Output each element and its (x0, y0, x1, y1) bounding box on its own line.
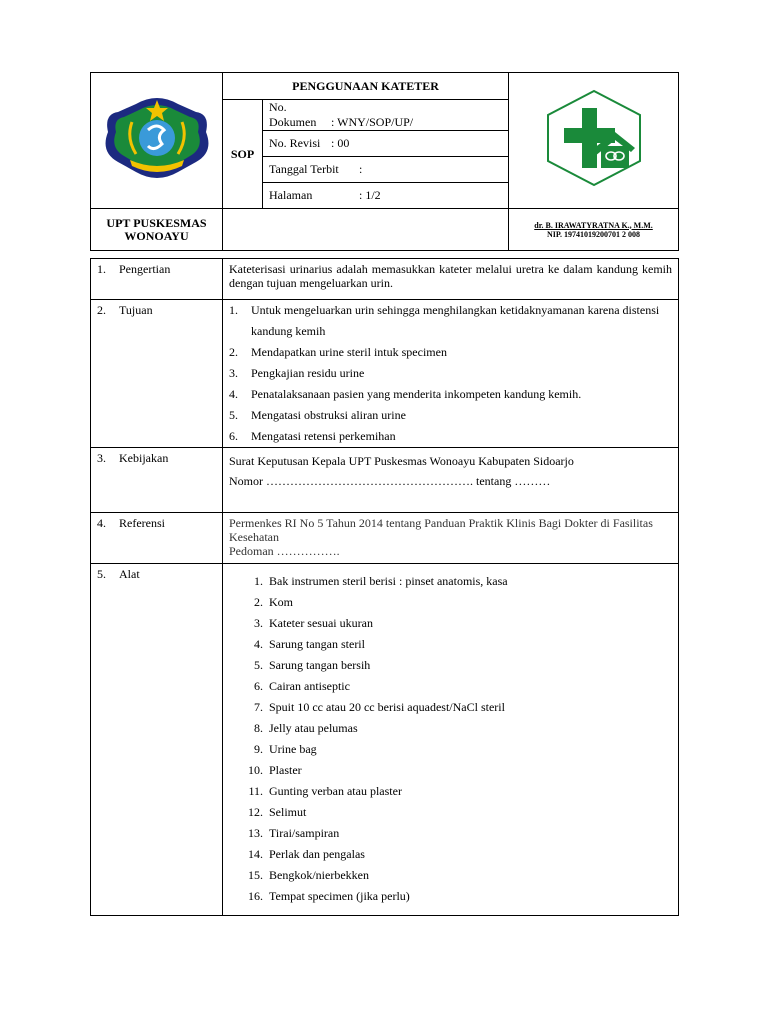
meta-halaman (263, 183, 509, 209)
list-text: Untuk mengeluarkan urin sehingga menghilangkan ketidaknyamanan karena distensi kandung kemih (251, 303, 660, 338)
list-text: Sarung tangan bersih (269, 658, 371, 672)
header-table (90, 72, 679, 251)
meta-value: : (359, 162, 363, 176)
list-text: Spuit 10 cc atau 20 cc berisi aquadest/NaCl steril (269, 700, 505, 714)
alat-item (229, 865, 672, 886)
meta-label: Halaman (269, 188, 313, 202)
label-tujuan (91, 300, 223, 448)
list-text: Gunting verban atau plaster (269, 784, 402, 798)
list-text: Pengkajian residu urine (251, 366, 365, 380)
alat-cell (223, 564, 679, 916)
alat-item (229, 823, 672, 844)
list-number: 2. (229, 345, 238, 359)
pengertian-text: Kateterisasi urinarius adalah memasukkan kateter melalui uretra ke dalam kandung kemih dengan tujuan mengeluarkan urin. (223, 259, 679, 300)
list-text: Cairan antiseptic (269, 679, 350, 693)
alat-item (229, 676, 672, 697)
tujuan-item (229, 363, 672, 384)
label-referensi (91, 513, 223, 564)
puskesmas-emblem-icon (539, 88, 649, 188)
meta-value: : 00 (331, 136, 350, 150)
list-text: Urine bag (269, 742, 317, 756)
kebijakan-line-1: Surat Keputusan Kepala UPT Puskesmas Wonoayu Kabupaten Sidoarjo (229, 454, 574, 468)
list-text: Tempat specimen (jika perlu) (269, 889, 410, 903)
alat-item (229, 886, 672, 907)
referensi-cell (223, 513, 679, 564)
tujuan-item (229, 384, 672, 405)
alat-item (229, 844, 672, 865)
list-text: Mengatasi retensi perkemihan (251, 429, 396, 443)
alat-item (229, 718, 672, 739)
alat-item (229, 571, 672, 592)
meta-value: : WNY/SOP/UP/ (331, 115, 414, 129)
tujuan-item (229, 405, 672, 426)
document-title: PENGGUNAAN KATETER (223, 73, 509, 100)
row-label: Referensi (119, 516, 165, 530)
tujuan-cell (223, 300, 679, 448)
sop-label: SOP (223, 100, 263, 209)
list-number: 11. (248, 784, 263, 798)
org-line-2: WONOAYU (124, 228, 189, 243)
kebijakan-line-2: Nomor ……………………………………………. tentang ……… (229, 474, 551, 488)
alat-item (229, 634, 672, 655)
list-number: 14. (248, 847, 263, 861)
meta-label: No. Revisi (269, 136, 321, 150)
list-number: 8. (254, 721, 263, 735)
row-referensi (91, 513, 679, 564)
row-number: 4. (97, 516, 106, 530)
tujuan-list (229, 300, 672, 447)
list-number: 6. (229, 429, 238, 443)
alat-item (229, 739, 672, 760)
alat-item (229, 697, 672, 718)
list-number: 2. (254, 595, 263, 609)
list-number: 7. (254, 700, 263, 714)
row-number: 3. (97, 451, 106, 465)
signature-block (509, 209, 679, 251)
row-label: Tujuan (119, 303, 153, 317)
list-text: Mengatasi obstruksi aliran urine (251, 408, 406, 422)
list-number: 3. (229, 366, 238, 380)
meta-no-dokumen (263, 100, 509, 131)
list-number: 13. (248, 826, 263, 840)
row-alat (91, 564, 679, 916)
row-number: 1. (97, 262, 106, 276)
list-text: Selimut (269, 805, 307, 819)
signer-name: dr. B. IRAWATYRATNA K., M.M. (534, 220, 653, 230)
list-number: 15. (248, 868, 263, 882)
tujuan-item (229, 342, 672, 363)
list-text: Sarung tangan steril (269, 637, 365, 651)
label-kebijakan (91, 448, 223, 513)
list-text: Bak instrumen steril berisi : pinset anatomis, kasa (269, 574, 508, 588)
meta-label: Tanggal Terbit (269, 162, 339, 176)
kebijakan-cell (223, 448, 679, 513)
row-label: Kebijakan (119, 451, 169, 465)
list-text: Penatalaksanaan pasien yang menderita inkompeten kandung kemih. (251, 387, 582, 401)
row-number: 5. (97, 567, 106, 581)
meta-label: No. Dokumen (269, 100, 317, 129)
row-number: 2. (97, 303, 106, 317)
list-number: 10. (248, 763, 263, 777)
list-number: 6. (254, 679, 263, 693)
list-number: 12. (248, 805, 263, 819)
label-pengertian (91, 259, 223, 300)
list-number: 3. (254, 616, 263, 630)
list-number: 16. (248, 889, 263, 903)
label-alat (91, 564, 223, 916)
list-text: Bengkok/nierbekken (269, 868, 369, 882)
blank-cell (223, 209, 509, 251)
list-text: Kateter sesuai ukuran (269, 616, 373, 630)
alat-item (229, 613, 672, 634)
puskesmas-logo-cell (509, 73, 679, 209)
meta-value: : 1/2 (359, 188, 381, 202)
row-pengertian (91, 259, 679, 300)
list-number: 9. (254, 742, 263, 756)
org-line-1: UPT PUSKESMAS (106, 215, 207, 230)
meta-no-revisi (263, 131, 509, 157)
meta-tanggal-terbit (263, 157, 509, 183)
list-number: 1. (229, 303, 238, 317)
list-text: Tirai/sampiran (269, 826, 340, 840)
alat-item (229, 802, 672, 823)
list-number: 5. (254, 658, 263, 672)
row-label: Pengertian (119, 262, 171, 276)
alat-item (229, 592, 672, 613)
row-label: Alat (119, 567, 140, 581)
row-kebijakan (91, 448, 679, 513)
list-text: Jelly atau pelumas (269, 721, 358, 735)
referensi-line-2: Pedoman ……………. (229, 544, 340, 558)
alat-list (229, 571, 672, 907)
alat-item (229, 655, 672, 676)
row-tujuan (91, 300, 679, 448)
organization-name (91, 209, 223, 251)
list-text: Perlak dan pengalas (269, 847, 365, 861)
tujuan-item (229, 426, 672, 447)
list-text: Plaster (269, 763, 302, 777)
signer-nip: NIP. 19741019200701 2 008 (546, 229, 641, 239)
referensi-line-1: Permenkes RI No 5 Tahun 2014 tentang Panduan Praktik Klinis Bagi Dokter di Fasilitas Kesehatan (229, 516, 653, 544)
list-number: 4. (254, 637, 263, 651)
alat-item (229, 760, 672, 781)
alat-item (229, 781, 672, 802)
sidoarjo-emblem-icon (96, 92, 218, 184)
list-number: 1. (254, 574, 263, 588)
list-number: 4. (229, 387, 238, 401)
procedure-table (90, 258, 679, 916)
list-text: Kom (269, 595, 293, 609)
sidoarjo-logo-cell (91, 73, 223, 209)
tujuan-item (229, 300, 672, 342)
list-text: Mendapatkan urine steril intuk specimen (251, 345, 447, 359)
list-number: 5. (229, 408, 238, 422)
